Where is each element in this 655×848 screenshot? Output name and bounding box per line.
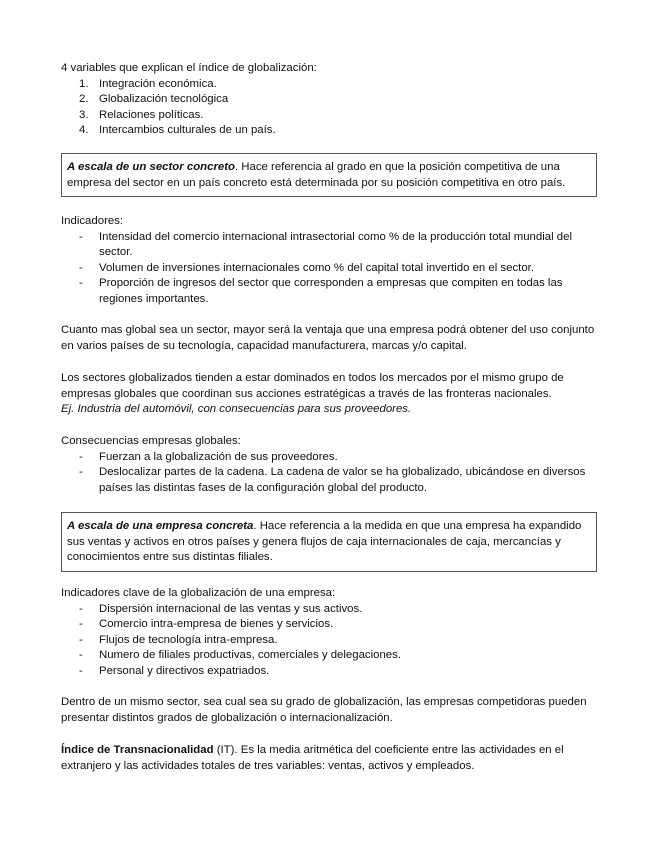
variables-list: [61, 77, 601, 139]
company-scale-box: [61, 512, 597, 572]
list-item: - Fuerzan a la globalización de sus proveedores.: [79, 450, 338, 463]
sectors-paragraph: Los sectores globalizados tienden a estar dominados en todos los mercados por el mismo grupo de empresas globales que coordinan sus acciones estratégicas a través de las fronteras nacionales.: [61, 372, 564, 400]
key-indicators-section: [61, 586, 601, 680]
list-item: - Flujos de tecnología intra-empresa.: [79, 633, 278, 646]
transnationality-paragraph-block: [61, 743, 601, 774]
list-item: - Numero de filiales productivas, comerciales y delegaciones.: [79, 649, 401, 662]
indicators-intro: Indicadores:: [61, 215, 124, 227]
list-item: - Comercio intra-empresa de bienes y servicios.: [79, 618, 334, 631]
key-indicators-list: [61, 602, 601, 680]
consequences-list: [61, 450, 601, 497]
sectors-paragraph-block: [61, 371, 601, 418]
variables-intro: 4 variables que explican el índice de globalización:: [61, 62, 317, 74]
list-item: 4. Intercambios culturales de un país.: [79, 124, 276, 137]
transnationality-paragraph: Índice de Transnacionalidad (IT). Es la media aritmética del coeficiente entre las actividades en el extranjero y las actividades totales de tres variables: ventas, activos y empleados.: [61, 744, 564, 772]
list-item: - Proporción de ingresos del sector que corresponden a empresas que compiten en todas las regiones importantes.: [79, 277, 563, 305]
list-item: - Dispersión internacional de las ventas y sus activos.: [79, 602, 363, 615]
company-scale-paragraph: A escala de una empresa concreta. Hace referencia a la medida en que una empresa ha expandido sus ventas y activos en otros países y genera flujos de caja internacionales de caja, mercancías y conocimientos entre sus distintas filiales.: [67, 520, 582, 564]
sectors-example: Ej. Industria del automóvil, con consecuencias para sus proveedores.: [61, 403, 412, 416]
advantage-paragraph-block: [61, 323, 601, 354]
consequences-section: [61, 434, 601, 496]
sector-scale-title: A escala de un sector concreto: [67, 161, 235, 173]
list-item: 2. Globalización tecnológica: [79, 93, 229, 106]
list-item: - Deslocalizar partes de la cadena. La cadena de valor se ha globalizado, ubicándose en diversos países las distintas fases de la configuración global del producto.: [79, 466, 586, 494]
transnationality-term: Índice de Transnacionalidad: [61, 744, 214, 756]
list-item: 3. Relaciones políticas.: [79, 108, 204, 121]
list-item: - Volumen de inversiones internacionales como % del capital total invertido en el sector.: [79, 261, 534, 274]
sector-scale-box: [61, 153, 597, 197]
indicators-section: [61, 214, 601, 308]
consequences-intro: Consecuencias empresas globales:: [61, 435, 241, 447]
list-item: - Intensidad del comercio internacional intrasectorial como % de la producción total mundial del sector.: [79, 230, 572, 259]
indicators-list: [61, 230, 601, 308]
same-sector-paragraph-block: [61, 695, 601, 726]
advantage-paragraph: Cuanto mas global sea un sector, mayor será la ventaja que una empresa podrá obtener del uso conjunto en varios países de su tecnología, capacidad manufacturera, marcas y/o capital.: [61, 324, 595, 352]
same-sector-paragraph: Dentro de un mismo sector, sea cual sea su grado de globalización, las empresas competidoras pueden presentar distintos grados de globalización o internacionalización.: [61, 696, 587, 724]
sector-scale-paragraph: A escala de un sector concreto. Hace referencia al grado en que la posición competitiva de una empresa del sector en un país concreto está determinada por su posición competitiva en otro país.: [67, 161, 566, 189]
list-item: 1. Integración económica.: [79, 77, 217, 90]
list-item: - Personal y directivos expatriados.: [79, 664, 270, 677]
variables-section: [61, 61, 601, 139]
company-scale-title: A escala de una empresa concreta: [67, 520, 254, 532]
key-indicators-intro: Indicadores clave de la globalización de una empresa:: [61, 587, 336, 599]
